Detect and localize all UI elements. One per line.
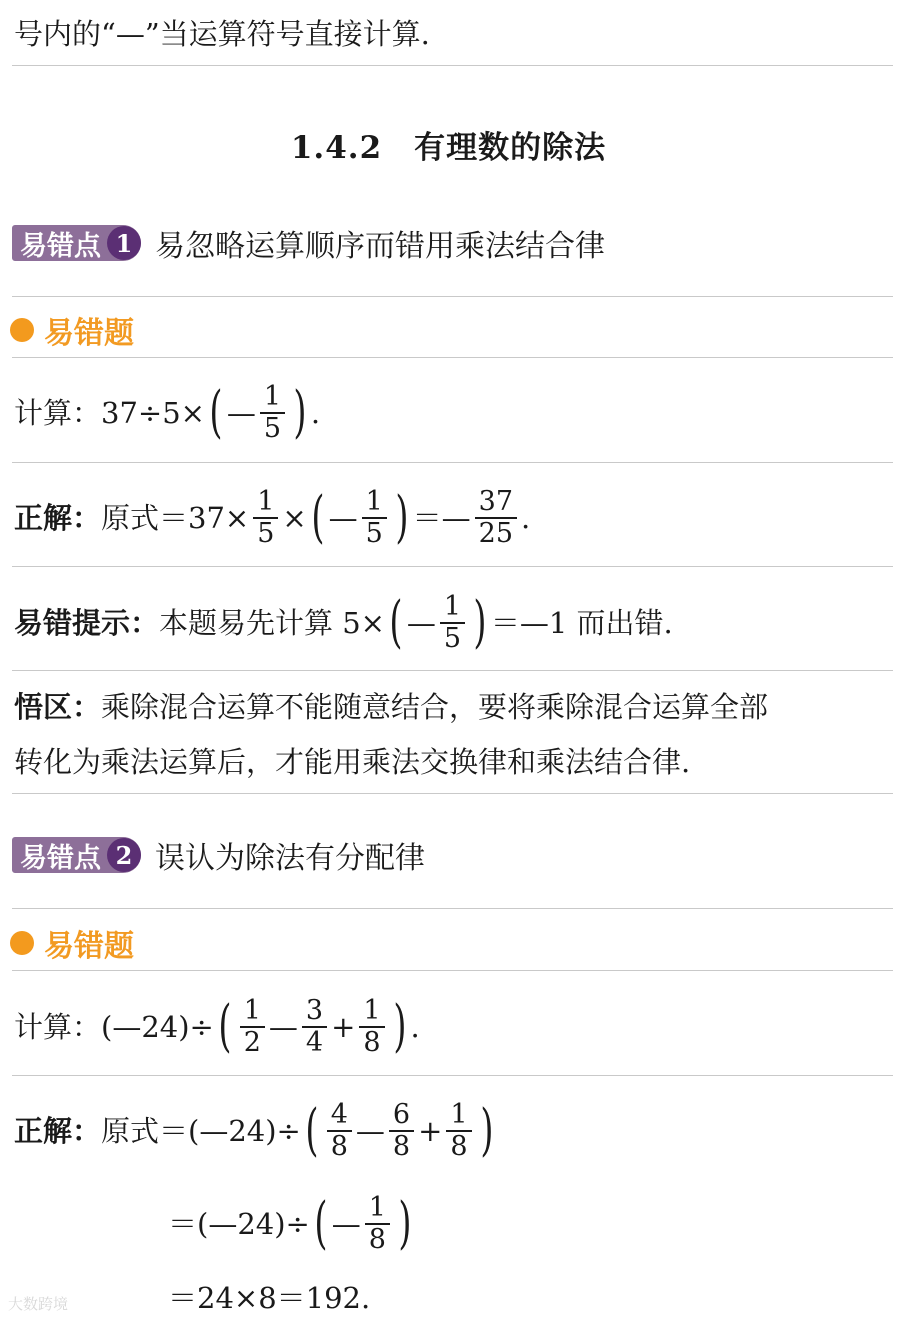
divider xyxy=(12,793,893,794)
hint-text: 本题易先计算 5× xyxy=(159,606,385,640)
fraction: $\frac{1}{5}$ xyxy=(260,382,285,444)
fraction: $\frac{1}{8}$ xyxy=(365,1193,390,1255)
left-paren: ( xyxy=(305,1098,319,1163)
tag-label: 易错题 xyxy=(44,929,134,964)
left-paren: ( xyxy=(218,994,232,1059)
orange-dot-icon xyxy=(10,318,34,342)
badge-number: 2 xyxy=(107,838,141,872)
divider xyxy=(12,462,893,463)
solution-label: 正解： xyxy=(14,501,102,535)
minus-sign: — xyxy=(331,1207,361,1241)
right-paren: ) xyxy=(392,994,407,1059)
error-point-1 xyxy=(12,221,605,265)
question-prefix: 计算：37÷5× xyxy=(14,396,205,430)
fraction: $\frac{1}{8}$ xyxy=(446,1100,471,1162)
hint-1 xyxy=(14,592,891,654)
divider xyxy=(12,566,893,567)
right-paren: ) xyxy=(293,380,307,445)
left-paren: ( xyxy=(311,485,325,550)
fraction: $\frac{3}{4}$ xyxy=(302,996,327,1058)
plus-sign: + xyxy=(418,1114,443,1148)
error-point-title: 易忽略运算顺序而错用乘法结合律 xyxy=(155,229,605,264)
badge-label: 易错点 xyxy=(20,230,101,262)
minus-sign: — xyxy=(268,1010,298,1044)
right-paren: ) xyxy=(398,1191,412,1256)
question-2 xyxy=(14,996,891,1058)
solution-1 xyxy=(14,487,891,549)
divider xyxy=(12,1075,893,1076)
solution-text: 原式＝(—24)÷ xyxy=(101,1114,301,1148)
left-paren: ( xyxy=(209,380,223,445)
question-prefix: 计算：(—24)÷ xyxy=(14,1010,214,1044)
badge-number: 1 xyxy=(107,226,141,260)
error-question-tag xyxy=(10,308,134,352)
left-paren: ( xyxy=(314,1191,328,1256)
solution-2-line-3: ＝24×8＝192. xyxy=(168,1281,371,1315)
fraction: $\frac{1}{2}$ xyxy=(240,996,265,1058)
right-paren: ) xyxy=(473,590,487,655)
top-text-line: 号内的“—”当运算符号直接计算. xyxy=(14,17,430,51)
divider xyxy=(12,908,893,909)
error-question-tag xyxy=(10,921,134,965)
hint-label: 易错提示： xyxy=(14,606,160,640)
fraction: $\frac{1}{8}$ xyxy=(359,996,384,1058)
hint-text: ＝—1 而出错. xyxy=(490,606,673,640)
watermark: 大数跨境 xyxy=(8,1295,69,1313)
fraction: $\frac{4}{8}$ xyxy=(327,1100,352,1162)
period: . xyxy=(410,1010,420,1044)
plus-sign: + xyxy=(331,1010,356,1044)
solution-2-line-2 xyxy=(168,1193,891,1255)
section-title: 1.4.2 有理数的除法 xyxy=(290,130,607,166)
solution-text: ＝(—24)÷ xyxy=(168,1207,310,1241)
error-point-title: 误认为除法有分配律 xyxy=(155,841,425,876)
minus-sign: — xyxy=(328,501,358,535)
solution-2-line-1 xyxy=(14,1100,891,1162)
badge-label: 易错点 xyxy=(20,842,101,874)
fraction: $\frac{1}{5}$ xyxy=(253,487,278,549)
right-paren: ) xyxy=(479,1098,494,1163)
period: . xyxy=(521,501,531,535)
tag-label: 易错题 xyxy=(44,316,134,351)
right-paren: ) xyxy=(395,485,409,550)
left-paren: ( xyxy=(389,590,403,655)
equals-text: ＝— xyxy=(412,501,471,535)
wuqu-line-1 xyxy=(14,687,891,727)
error-point-2 xyxy=(12,833,425,877)
divider xyxy=(12,970,893,971)
solution-label: 正解： xyxy=(14,1114,102,1148)
minus-sign: — xyxy=(406,606,436,640)
fraction: $\frac{37}{25}$ xyxy=(475,487,517,549)
fraction: $\frac{6}{8}$ xyxy=(389,1100,414,1162)
error-point-badge xyxy=(12,837,141,873)
divider xyxy=(12,357,893,358)
divider xyxy=(12,670,893,671)
error-point-badge xyxy=(12,225,141,261)
fraction: $\frac{1}{5}$ xyxy=(440,592,465,654)
minus-sign: — xyxy=(226,396,256,430)
fraction: $\frac{1}{5}$ xyxy=(362,487,387,549)
wuqu-text: 乘除混合运算不能随意结合，要将乘除混合运算全部 xyxy=(101,690,769,724)
period: . xyxy=(310,396,321,430)
solution-text: 原式＝37× xyxy=(101,501,250,535)
times-sign: × xyxy=(282,501,307,535)
divider xyxy=(12,296,893,297)
wuqu-label: 悟区： xyxy=(14,690,102,724)
question-1 xyxy=(14,382,891,444)
orange-dot-icon xyxy=(10,931,34,955)
wuqu-line-2: 转化为乘法运算后，才能用乘法交换律和乘法结合律. xyxy=(14,745,691,779)
minus-sign: — xyxy=(355,1114,385,1148)
divider xyxy=(12,65,893,66)
